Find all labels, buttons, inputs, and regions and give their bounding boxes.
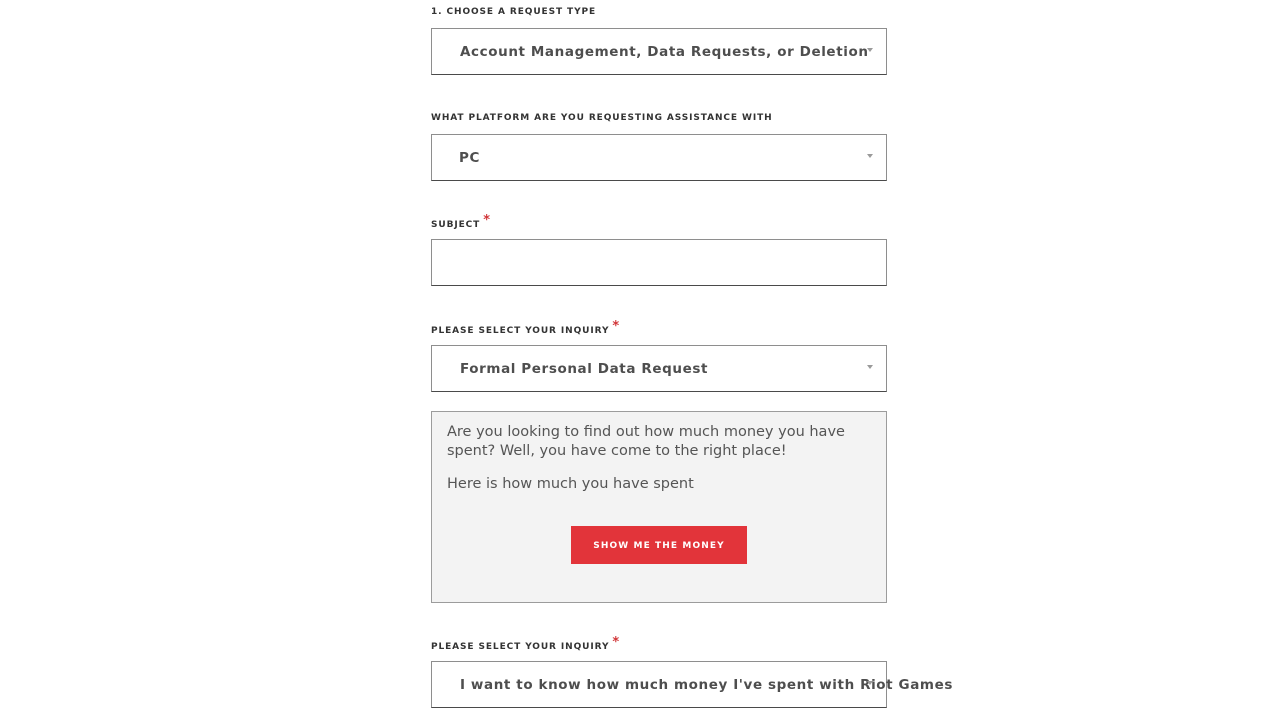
platform-label: WHAT PLATFORM ARE YOU REQUESTING ASSISTANCE WITH bbox=[431, 113, 773, 123]
platform-select[interactable] bbox=[431, 134, 887, 181]
info-paragraph: Are you looking to find out how much money you have spent? Well, you have come to the right place! bbox=[447, 424, 845, 459]
required-asterisk: * bbox=[612, 319, 621, 334]
inquiry-value-second: I want to know how much money I've spent with Riot Games bbox=[460, 677, 953, 693]
inquiry-select[interactable] bbox=[431, 345, 887, 392]
info-panel bbox=[431, 411, 887, 603]
request-type-value: Account Management, Data Requests, or Deletion bbox=[460, 44, 869, 60]
chevron-down-icon bbox=[867, 48, 873, 52]
show-me-the-money-button[interactable]: SHOW ME THE MONEY bbox=[571, 526, 747, 564]
chevron-down-icon bbox=[867, 681, 873, 685]
required-asterisk: * bbox=[483, 213, 491, 228]
required-asterisk: * bbox=[612, 635, 621, 650]
inquiry-label-second: PLEASE SELECT YOUR INQUIRY * bbox=[431, 635, 621, 652]
inquiry-value: Formal Personal Data Request bbox=[460, 361, 709, 377]
platform-value: PC bbox=[459, 150, 481, 166]
request-type-select[interactable] bbox=[431, 28, 887, 75]
request-type-label: 1. CHOOSE A REQUEST TYPE bbox=[431, 7, 597, 17]
inquiry-label: PLEASE SELECT YOUR INQUIRY * bbox=[431, 319, 621, 336]
info-paragraph-spent: Here is how much you have spent bbox=[447, 476, 694, 492]
subject-label: SUBJECT * bbox=[431, 213, 491, 230]
chevron-down-icon bbox=[867, 365, 873, 369]
chevron-down-icon bbox=[867, 154, 873, 158]
subject-input[interactable] bbox=[431, 239, 887, 286]
inquiry-select-second[interactable] bbox=[431, 661, 953, 708]
